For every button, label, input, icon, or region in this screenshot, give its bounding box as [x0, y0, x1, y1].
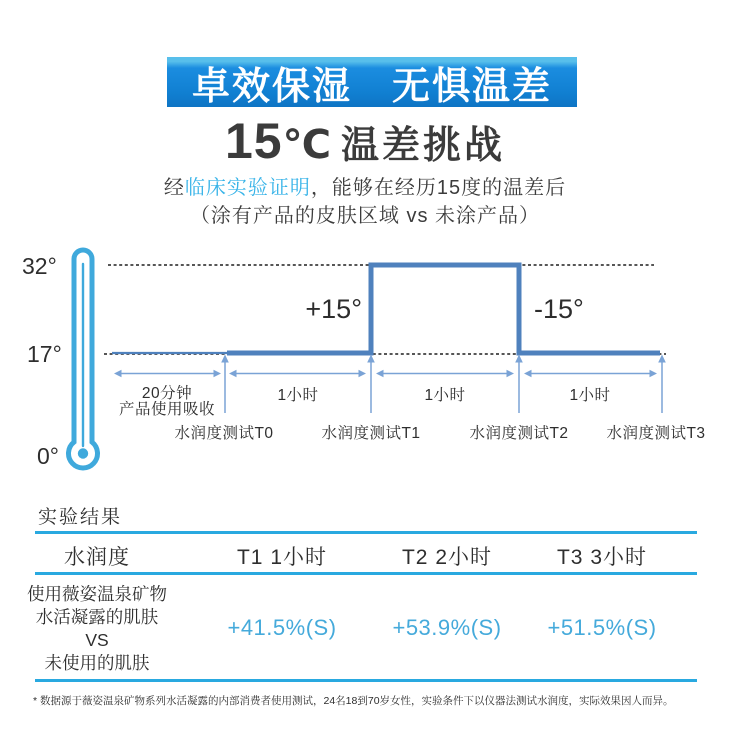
duration-arrow-phase4	[524, 370, 657, 377]
row-label-line1: 使用薇姿温泉矿物	[27, 584, 167, 604]
subtitle-highlight: 临床实验证明	[184, 177, 311, 199]
test-marker-t2	[515, 355, 523, 414]
table-rule-top	[35, 531, 697, 534]
duration-arrow-phase1	[114, 370, 221, 377]
delta-down-label: -15°	[534, 294, 584, 324]
subtitle-prefix: 经	[163, 177, 185, 199]
headline-text: 温差挑战	[341, 125, 506, 167]
results-table	[27, 531, 697, 682]
phase1-duration-label: 20分钟	[141, 385, 193, 402]
test-marker-t0	[221, 355, 229, 414]
table-header-t2: T2 2小时	[401, 546, 493, 569]
phase4-duration-label: 1小时	[569, 387, 611, 404]
subtitle	[0, 174, 730, 230]
temperature-profile-chart	[0, 245, 730, 480]
y-tick-32: 32°	[22, 253, 57, 279]
phase1-note-label: 产品使用吸收	[118, 401, 216, 418]
subtitle-line1	[0, 174, 730, 202]
footnote: * 数据源于薇姿温泉矿物系列水活凝露的内部消费者使用测试，24名18到70岁女性，实验条件下以仪器法测试水润度，实际效果因人而异。	[33, 695, 674, 707]
banner	[167, 57, 577, 107]
y-tick-17: 17°	[27, 341, 62, 367]
subtitle-suffix: ，能够在经历15度的温差后	[310, 177, 567, 199]
table-value-t1: +41.5%(S)	[227, 615, 337, 640]
test-label-t2: 水润度测试T2	[469, 425, 569, 442]
delta-up-label: +15°	[305, 294, 362, 324]
thermometer-icon	[69, 250, 98, 468]
test-marker-t3	[658, 355, 666, 414]
table-value-t2: +53.9%(S)	[392, 615, 502, 640]
subtitle-line2: （涂有产品的皮肤区域 vs 未涂产品）	[189, 205, 541, 227]
duration-arrow-phase3	[376, 370, 514, 377]
table-header-t1: T1 1小时	[236, 546, 328, 569]
duration-arrow-phase2	[229, 370, 366, 377]
banner-title: 卓效保湿 无惧温差	[191, 65, 552, 108]
phase3-duration-label: 1小时	[424, 387, 466, 404]
table-rule-middle	[35, 572, 697, 575]
test-label-t1: 水润度测试T1	[321, 425, 421, 442]
row-label-line2: 水活凝露的肌肤	[35, 607, 159, 627]
y-tick-0: 0°	[37, 443, 59, 469]
profile-step-line	[227, 265, 660, 353]
table-header-t3: T3 3小时	[556, 546, 648, 569]
test-label-t0: 水润度测试T0	[174, 425, 274, 442]
table-header-moisture: 水润度	[64, 546, 130, 569]
phase2-duration-label: 1小时	[277, 387, 319, 404]
headline-number: 15	[224, 113, 283, 169]
table-row-label	[27, 583, 167, 675]
results-section-title: 实验结果	[38, 507, 123, 528]
row-label-line3: VS	[85, 630, 109, 650]
test-marker-t1	[367, 355, 375, 414]
thermometer-bulb-dot	[78, 448, 88, 458]
headline	[0, 112, 730, 170]
test-label-t3: 水润度测试T3	[606, 425, 706, 442]
row-label-line4: 未使用的肌肤	[44, 653, 150, 673]
table-value-t3: +51.5%(S)	[547, 615, 657, 640]
headline-unit: ℃	[282, 123, 332, 167]
table-rule-bottom	[35, 679, 697, 682]
